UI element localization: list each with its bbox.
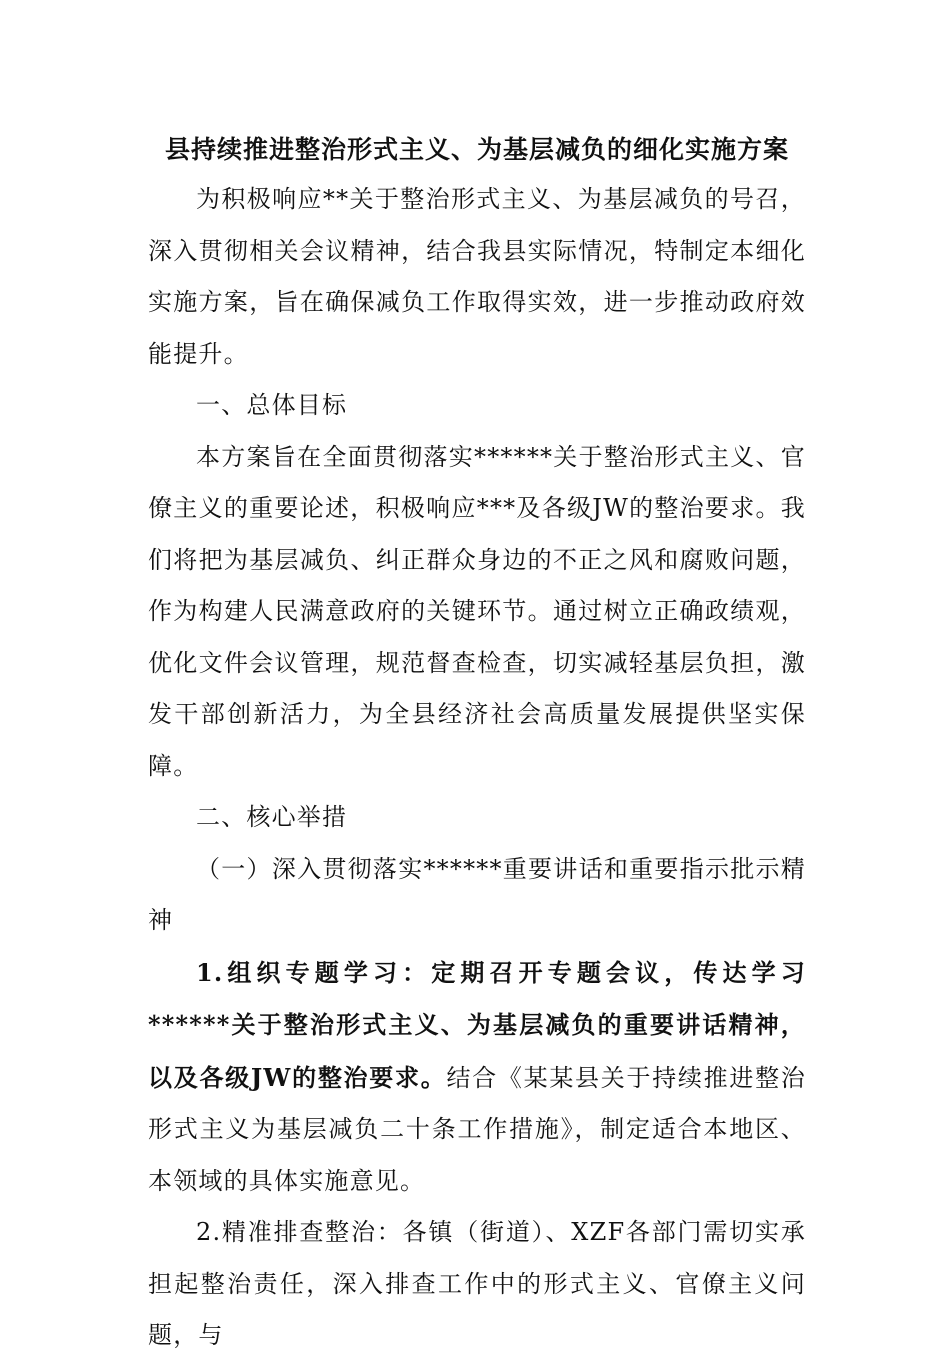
measure-item-1-bold-text: 1.组织专题学习：定期召开专题会议，传达学习******关于整治形式主义、为基层减负的重要讲话精神，以及各级JW的整治要求。 <box>148 957 806 1092</box>
section-heading-overall-goals: 一、总体目标 <box>196 391 348 419</box>
measure-item-1 <box>148 947 806 1208</box>
document-body <box>148 128 806 1362</box>
document-title: 县持续推进整治形式主义、为基层减负的细化实施方案 <box>164 135 789 164</box>
overall-goals-paragraph: 本方案旨在全面贯彻落实******关于整治形式主义、官僚主义的重要论述，积极响应***及各级JW的整治要求。我们将把为基层减负、纠正群众身边的不正之风和腐败问题，作为构建人民满意政府的关键环节。通过树立正确政绩观，优化文件会议管理，规范督查检查，切实减轻基层负担，激发干部创新活力，为全县经济社会高质量发展提供坚实保障。 <box>148 442 806 780</box>
intro-paragraph: 为积极响应**关于整治形式主义、为基层减负的号召，深入贯彻相关会议精神，结合我县实际情况，特制定本细化实施方案，旨在确保减负工作取得实效，进一步推动政府效能提升。 <box>148 185 806 368</box>
measure-item-1-text: 结合《某某县关于持续推进整治形式主义为基层减负二十条工作措施》，制定适合本地区、本领域的具体实施意见。 <box>148 1063 806 1195</box>
measure-item-2: 2.精准排查整治：各镇（街道）、XZF各部门需切实承担起整治责任，深入排查工作中的形式主义、官僚主义问题，与 <box>148 1218 806 1349</box>
subsection-heading-implement-spirit: （一）深入贯彻落实******重要讲话和重要指示批示精神 <box>148 854 806 934</box>
section-heading-core-measures: 二、核心举措 <box>196 803 348 831</box>
